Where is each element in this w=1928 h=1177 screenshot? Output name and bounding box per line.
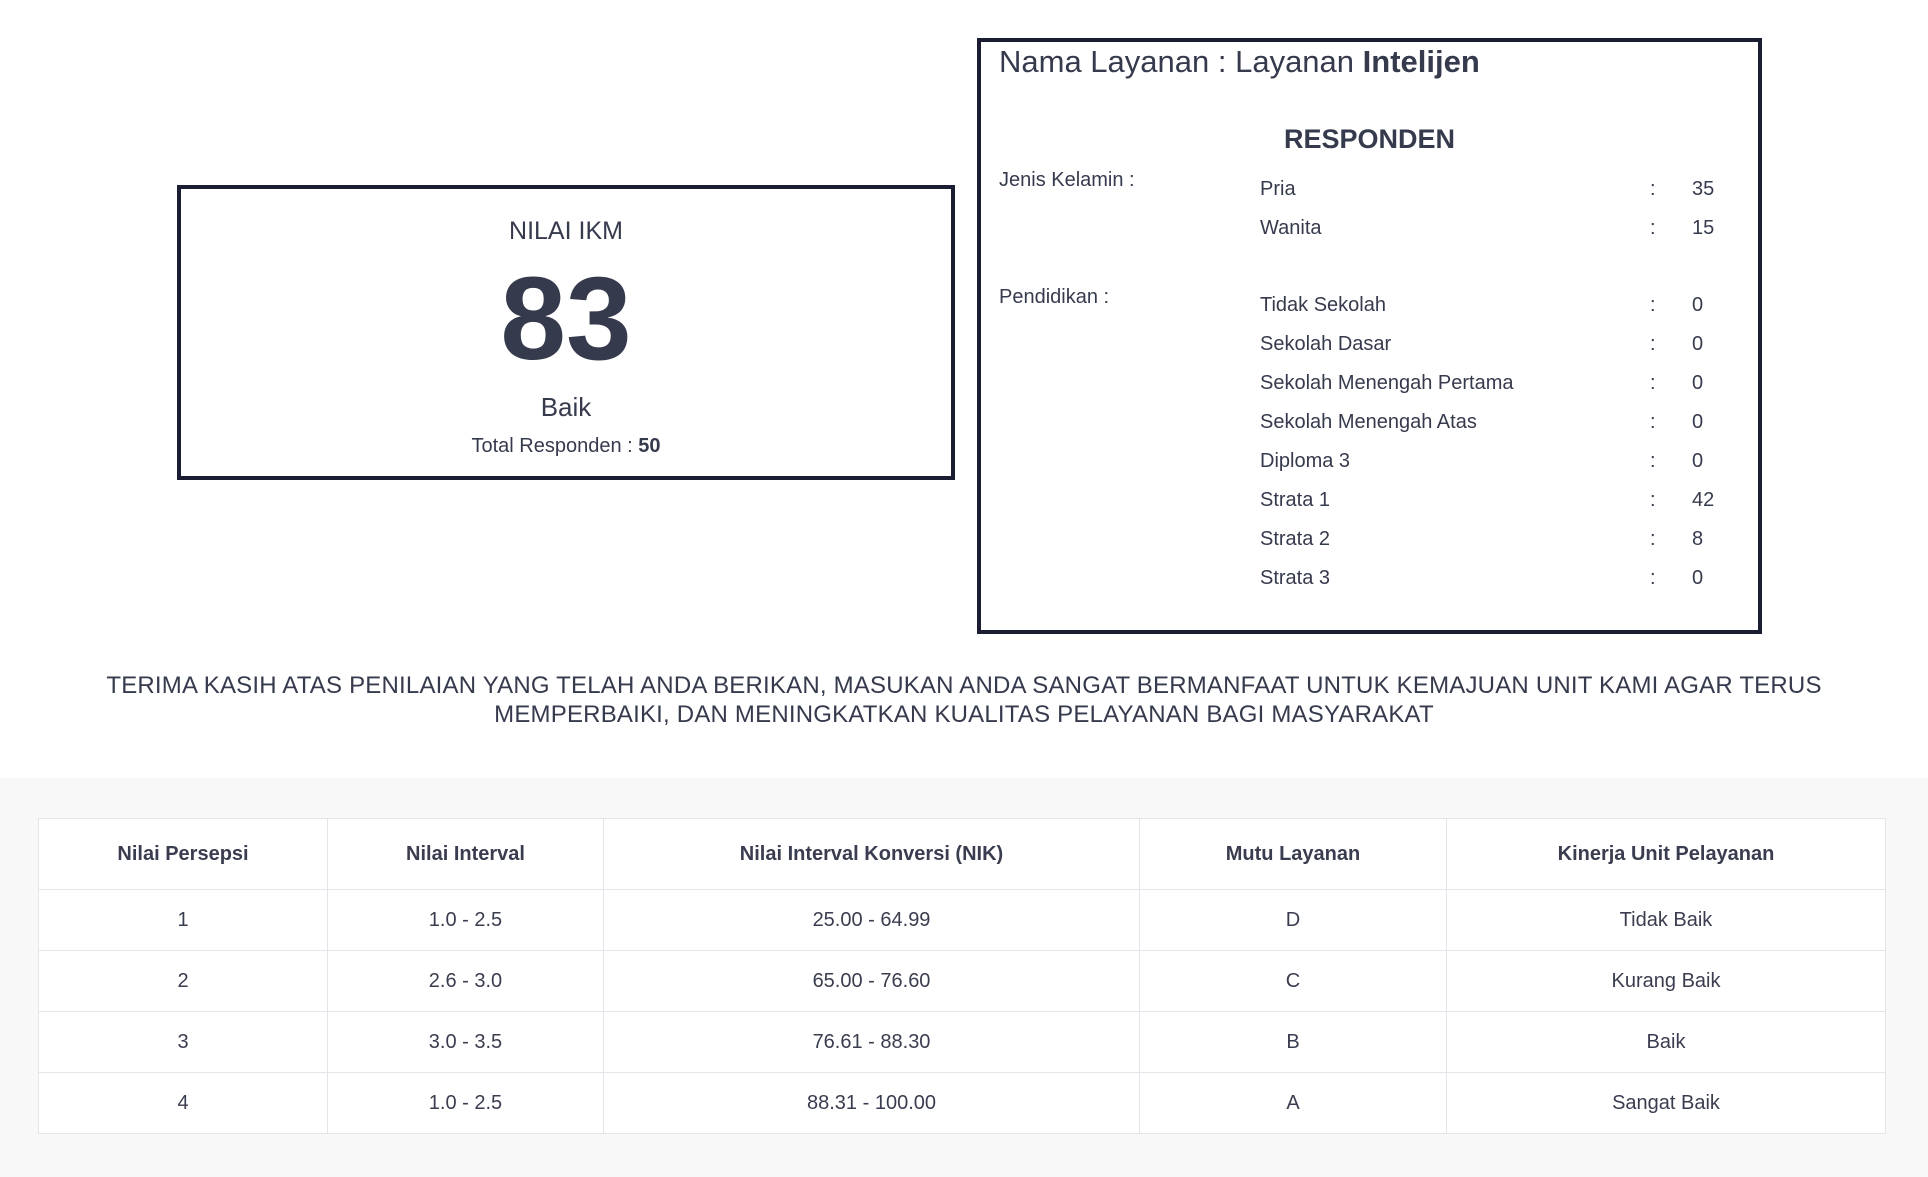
header-kinerja: Kinerja Unit Pelayanan: [1447, 819, 1886, 890]
colon: :: [1650, 567, 1656, 589]
colon: :: [1650, 411, 1656, 433]
ikm-value: 83: [500, 253, 632, 385]
table-cell: 2.6 - 3.0: [328, 951, 604, 1012]
interval-table: [38, 818, 1886, 1134]
table-row: [39, 951, 1886, 1012]
table-cell: 2: [39, 951, 328, 1012]
colon: :: [1650, 528, 1656, 550]
education-label: Strata 3: [1260, 567, 1331, 589]
education-value: 0: [1692, 450, 1704, 472]
header-nilai-persepsi: Nilai Persepsi: [39, 819, 328, 890]
education-label: Pendidikan :: [999, 286, 1110, 308]
table-cell: 4: [39, 1073, 328, 1134]
table-cell: 76.61 - 88.30: [604, 1012, 1140, 1073]
ikm-quality: Baik: [540, 392, 592, 422]
education-label: Diploma 3: [1260, 450, 1351, 472]
education-row: [981, 411, 1758, 441]
education-value: 0: [1692, 567, 1704, 589]
table-cell: C: [1140, 951, 1447, 1012]
colon: :: [1650, 489, 1656, 511]
gender-row: [981, 217, 1758, 247]
respondent-heading: RESPONDEN: [1283, 124, 1456, 154]
table-row: [39, 1012, 1886, 1073]
header-nik: Nilai Interval Konversi (NIK): [604, 819, 1140, 890]
table-cell: D: [1140, 890, 1447, 951]
table-row: [39, 890, 1886, 951]
ikm-score-card: [177, 185, 955, 480]
gender-label: Jenis Kelamin :: [999, 169, 1135, 191]
education-value: 0: [1692, 372, 1704, 394]
ikm-title: NILAI IKM: [509, 217, 623, 245]
education-value: 0: [1692, 294, 1704, 316]
gender-value: 15: [1692, 217, 1715, 239]
education-value: 0: [1692, 411, 1704, 433]
colon: :: [1650, 450, 1656, 472]
table-cell: 65.00 - 76.60: [604, 951, 1140, 1012]
respondent-card: [977, 38, 1762, 634]
education-row: [981, 450, 1758, 480]
table-cell: 1: [39, 890, 328, 951]
colon: :: [1650, 178, 1656, 200]
gender-value: 35: [1692, 178, 1715, 200]
table-cell: 1.0 - 2.5: [328, 1073, 604, 1134]
education-row: [981, 567, 1758, 597]
table-cell: Baik: [1447, 1012, 1886, 1073]
table-cell: 3.0 - 3.5: [328, 1012, 604, 1073]
table-cell: 88.31 - 100.00: [604, 1073, 1140, 1134]
total-respondents: [181, 435, 951, 458]
education-row: [981, 333, 1758, 363]
table-cell: 25.00 - 64.99: [604, 890, 1140, 951]
colon: :: [1650, 333, 1656, 355]
education-label: Sekolah Menengah Atas: [1260, 411, 1477, 433]
gender-row: [981, 178, 1758, 208]
service-name-value: Intelijen: [1362, 44, 1480, 79]
service-name-prefix: Nama Layanan : Layanan: [999, 44, 1363, 79]
table-cell: Kurang Baik: [1447, 951, 1886, 1012]
education-row: [981, 489, 1758, 519]
table-cell: Sangat Baik: [1447, 1073, 1886, 1134]
education-value: 0: [1692, 333, 1704, 355]
education-label: Strata 1: [1260, 489, 1331, 511]
gender-label: Wanita: [1260, 217, 1322, 239]
education-row: [981, 528, 1758, 558]
service-name: [999, 42, 1480, 82]
colon: :: [1650, 372, 1656, 394]
table-cell: 1.0 - 2.5: [328, 890, 604, 951]
gender-label: Pria: [1260, 178, 1296, 200]
education-label: Strata 2: [1260, 528, 1331, 550]
total-respondents-label: Total Responden :: [471, 435, 633, 457]
education-label: Sekolah Menengah Pertama: [1260, 372, 1514, 394]
table-cell: B: [1140, 1012, 1447, 1073]
colon: :: [1650, 294, 1656, 316]
table-cell: A: [1140, 1073, 1447, 1134]
table-row: [39, 1073, 1886, 1134]
education-row: [981, 372, 1758, 402]
interval-table-container: [38, 818, 1886, 1134]
education-label: Tidak Sekolah: [1260, 294, 1386, 316]
header-mutu-layanan: Mutu Layanan: [1140, 819, 1447, 890]
thank-you-message: TERIMA KASIH ATAS PENILAIAN YANG TELAH ANDA BERIKAN, MASUKAN ANDA SANGAT BERMANFAAT UNTUK KEMAJUAN UNIT KAMI AGAR TERUS MEMPERBAIKI, DAN MENINGKATKAN KUALITAS PELAYANAN BAGI MASYARAKAT: [106, 672, 1822, 728]
total-respondents-value: 50: [638, 435, 661, 457]
education-value: 8: [1692, 528, 1704, 550]
education-row: [981, 294, 1758, 324]
colon: :: [1650, 217, 1656, 239]
table-cell: 3: [39, 1012, 328, 1073]
education-label: Sekolah Dasar: [1260, 333, 1392, 355]
education-value: 42: [1692, 489, 1715, 511]
table-cell: Tidak Baik: [1447, 890, 1886, 951]
header-nilai-interval: Nilai Interval: [328, 819, 604, 890]
table-header-row: [39, 819, 1886, 890]
